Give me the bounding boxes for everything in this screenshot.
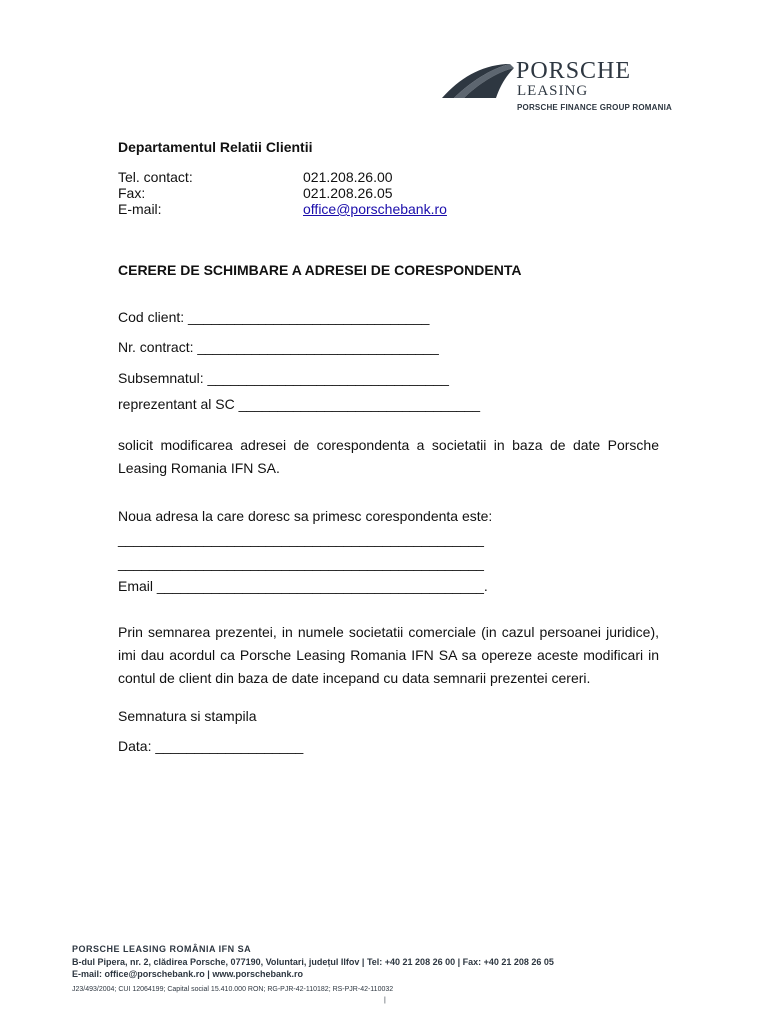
department-title: Departamentul Relatii Clientii: [118, 139, 313, 155]
page-mark: |: [384, 997, 386, 1004]
footer-company: PORSCHE LEASING ROMÂNIA IFN SA: [72, 944, 252, 954]
consent-paragraph: Prin semnarea prezentei, in numele societatii comerciale (in cazul persoanei juridice), imi dau acordul ca Porsche Leasing Romania IFN SA sa opereze aceste modificari in contul de client din baza de date incepand cu data semnarii prezentei cereri.: [118, 624, 659, 686]
fax-label: Fax:: [118, 185, 146, 201]
new-address-label: Noua adresa la care doresc sa primesc corespondenta este:: [118, 508, 493, 524]
footer-address: B-dul Pipera, nr. 2, clădirea Porsche, 077190, Voluntari, județul Ilfov | Tel: +40 21 208 26 00 | Fax: +40 21 208 26 05: [72, 957, 554, 967]
subsemnatul-field[interactable]: Subsemnatul: _______________________________: [118, 370, 449, 386]
cod-client-field[interactable]: Cod client: _______________________________: [118, 309, 430, 325]
form-title: CERERE DE SCHIMBARE A ADRESEI DE CORESPONDENTA: [118, 262, 522, 278]
fax-value: 021.208.26.05: [303, 185, 393, 201]
nr-contract-field[interactable]: Nr. contract: _______________________________: [118, 339, 439, 355]
email-label: E-mail:: [118, 201, 162, 217]
signature-label: Semnatura si stampila: [118, 708, 257, 724]
footer-contact: E-mail: office@porschebank.ro | www.porschebank.ro: [72, 969, 304, 979]
date-field[interactable]: Data: ___________________: [118, 738, 304, 754]
logo-subbrand: LEASING: [517, 83, 589, 99]
tel-label: Tel. contact:: [118, 169, 193, 185]
logo-group: PORSCHE FINANCE GROUP ROMANIA: [517, 103, 672, 112]
address-line-1[interactable]: _______________________________________________: [118, 531, 484, 547]
email-field[interactable]: Email __________________________________________.: [118, 578, 488, 594]
logo-brand: PORSCHE: [516, 58, 632, 84]
email-link[interactable]: office@porschebank.ro: [303, 201, 447, 217]
address-line-2[interactable]: _______________________________________________: [118, 555, 484, 571]
reprezentant-field[interactable]: reprezentant al SC _______________________________: [118, 396, 480, 412]
footer-registry: J23/493/2004; CUI 12064199; Capital social 15.410.000 RON; RG-PJR-42-110182; RS-PJR-42-110032: [72, 986, 394, 993]
tel-value: 021.208.26.00: [303, 169, 393, 185]
request-paragraph: solicit modificarea adresei de corespondenta a societatii in baza de date Porsche Leasing Romania IFN SA.: [118, 437, 659, 476]
